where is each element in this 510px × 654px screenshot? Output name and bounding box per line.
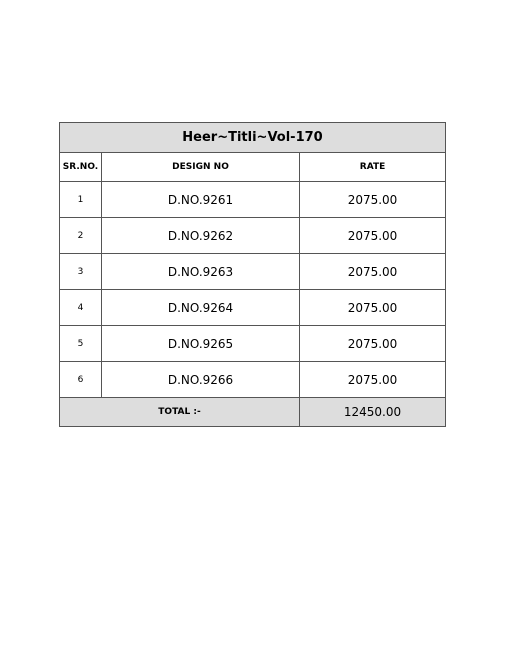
table-row <box>60 326 446 362</box>
table-row <box>60 290 446 326</box>
total-row <box>60 398 446 427</box>
total-label: TOTAL :- <box>60 398 300 427</box>
design-no-cell: D.NO.9266 <box>102 362 300 398</box>
table-title: Heer~Titli~Vol-170 <box>60 123 446 153</box>
table-title-row <box>60 123 446 153</box>
rate-cell: 2075.00 <box>300 362 446 398</box>
table-row <box>60 362 446 398</box>
sr-no-cell: 2 <box>60 218 102 254</box>
header-sr-no: SR.NO. <box>60 153 102 182</box>
header-rate: RATE <box>300 153 446 182</box>
sr-no-cell: 6 <box>60 362 102 398</box>
design-no-cell: D.NO.9265 <box>102 326 300 362</box>
price-table <box>59 122 446 427</box>
table-row <box>60 182 446 218</box>
sr-no-cell: 1 <box>60 182 102 218</box>
rate-cell: 2075.00 <box>300 290 446 326</box>
sr-no-cell: 4 <box>60 290 102 326</box>
design-no-cell: D.NO.9261 <box>102 182 300 218</box>
design-no-cell: D.NO.9264 <box>102 290 300 326</box>
sr-no-cell: 5 <box>60 326 102 362</box>
design-no-cell: D.NO.9263 <box>102 254 300 290</box>
rate-cell: 2075.00 <box>300 254 446 290</box>
design-no-cell: D.NO.9262 <box>102 218 300 254</box>
header-design-no: DESIGN NO <box>102 153 300 182</box>
table-row <box>60 218 446 254</box>
total-value: 12450.00 <box>300 398 446 427</box>
table-header-row <box>60 153 446 182</box>
rate-cell: 2075.00 <box>300 182 446 218</box>
sr-no-cell: 3 <box>60 254 102 290</box>
rate-cell: 2075.00 <box>300 218 446 254</box>
table-row <box>60 254 446 290</box>
rate-cell: 2075.00 <box>300 326 446 362</box>
